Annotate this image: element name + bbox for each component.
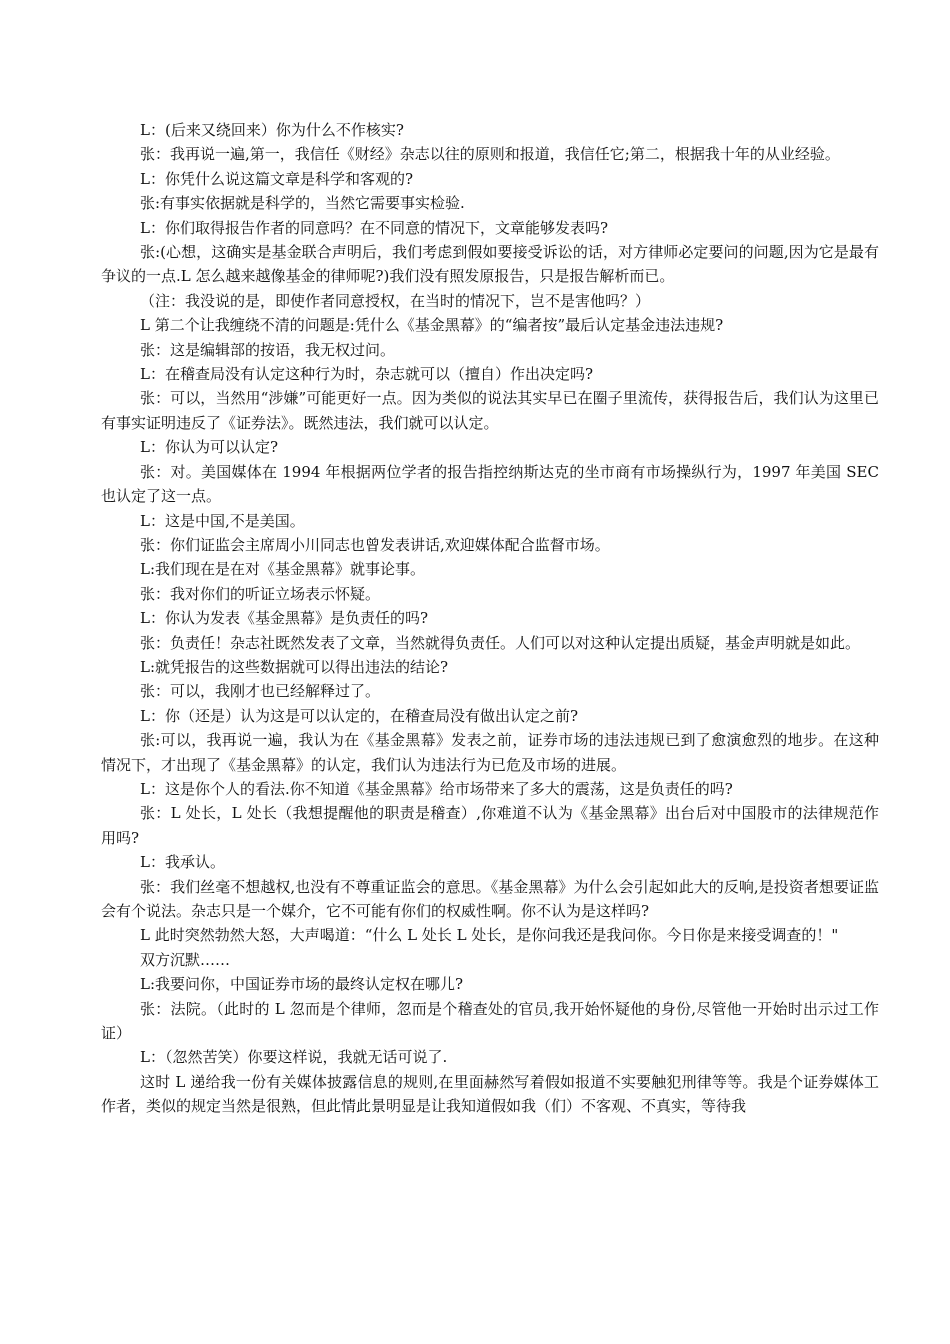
paragraph: L：你认为可以认定? bbox=[140, 438, 279, 457]
paragraph: L：（忽然苦笑）你要这样说，我就无话可说了. bbox=[140, 1048, 448, 1067]
paragraph: 张:有事实依据就是科学的，当然它需要事实检验. bbox=[140, 194, 465, 213]
paragraph: L：你认为发表《基金黑幕》是负责任的吗? bbox=[140, 609, 429, 628]
paragraph: L：你们取得报告作者的同意吗？在不同意的情况下，文章能够发表吗? bbox=[140, 218, 609, 237]
paragraph: 张：我对你们的听证立场表示怀疑。 bbox=[140, 584, 381, 603]
paragraph: L：在稽查局没有认定这种行为时，杂志就可以（擅自）作出决定吗? bbox=[140, 365, 594, 384]
paragraph: （注：我没说的是，即使作者同意授权，在当时的情况下，岂不是害他吗？） bbox=[140, 291, 651, 310]
paragraph: 双方沉默…… bbox=[140, 950, 231, 969]
paragraph: 这时 L 递给我一份有关媒体披露信息的规则,在里面赫然写着假如报道不实要触犯刑律等等。我是个证券媒体工作者，类似的规定当然是很熟，但此情此景明显是让我知道假如我（们）不客观、不真实，等待我 bbox=[101, 1072, 879, 1116]
paragraph: L:就凭报告的这些数据就可以得出违法的结论? bbox=[140, 657, 449, 676]
paragraph: 张：负责任！杂志社既然发表了文章，当然就得负责任。人们可以对这种认定提出质疑，基金声明就是如此。 bbox=[140, 633, 861, 652]
paragraph: L：你（还是）认为这是可以认定的，在稽查局没有做出认定之前? bbox=[140, 706, 579, 725]
paragraph: L：(后来又绕回来）你为什么不作核实? bbox=[140, 121, 404, 139]
paragraph: L：你凭什么说这篇文章是科学和客观的? bbox=[140, 169, 414, 188]
paragraph: L 第二个让我缠绕不清的问题是:凭什么《基金黑幕》的“编者按”最后认定基金违法违规? bbox=[140, 316, 724, 335]
paragraph: 张：可以，当然用“涉嫌”可能更好一点。因为类似的说法其实早已在圈子里流传，获得报告后，我们认为这里已有事实证明违反了《证券法》。既然违法，我们就可以认定。 bbox=[101, 389, 879, 432]
paragraph: L：我承认。 bbox=[140, 853, 225, 872]
paragraph: 张：你们证监会主席周小川同志也曾发表讲话,欢迎媒体配合监督市场。 bbox=[140, 535, 610, 554]
paragraph: L：这是你个人的看法.你不知道《基金黑幕》给市场带来了多大的震荡，这是负责任的吗? bbox=[140, 779, 733, 798]
paragraph: 张：我们丝毫不想越权,也没有不尊重证监会的意思。《基金黑幕》为什么会引起如此大的反响,是投资者想要证监会有个说法。杂志只是一个媒介，它不可能有你们的权威性啊。你不认为是这样吗? bbox=[101, 877, 879, 920]
paragraph: 张:可以，我再说一遍，我认为在《基金黑幕》发表之前，证券市场的违法违规已到了愈演愈烈的地步。在这种情况下，才出现了《基金黑幕》的认定，我们认为违法行为已危及市场的进展。 bbox=[101, 731, 879, 774]
paragraph: 张：L 处长，L 处长（我想提醒他的职责是稽查）,你难道不认为《基金黑幕》出台后对中国股市的法律规范作用吗? bbox=[101, 804, 879, 847]
paragraph: 张:(心想，这确实是基金联合声明后，我们考虑到假如要接受诉讼的话，对方律师必定要问的问题,因为它是最有争议的一点.L 怎么越来越像基金的律师呢?)我们没有照发原报告，只是报告解析而已。 bbox=[101, 243, 879, 286]
paragraph: L:我们现在是在对《基金黑幕》就事论事。 bbox=[140, 560, 426, 579]
paragraph: L 此时突然勃然大怒，大声喝道：“什么 L 处长 L 处长，是你问我还是我问你。今日你是来接受调查的！" bbox=[140, 926, 839, 945]
paragraph: 张：对。美国媒体在 1994 年根据两位学者的报告指控纳斯达克的坐市商有市场操纵行为，1997 年美国 SEC 也认定了这一点。 bbox=[101, 462, 879, 506]
paragraph: L:我要问你，中国证券市场的最终认定权在哪儿? bbox=[140, 975, 464, 994]
paragraph: 张：这是编辑部的按语，我无权过问。 bbox=[140, 340, 396, 359]
paragraph: 张：可以，我刚才也已经解释过了。 bbox=[140, 682, 381, 701]
paragraph: 张：法院。（此时的 L 忽而是个律师，忽而是个稽查处的官员,我开始怀疑他的身份,尽管他一开始时出示过工作证） bbox=[101, 999, 879, 1043]
paragraph: L：这是中国,不是美国。 bbox=[140, 511, 305, 530]
paragraph: 张：我再说一遍,第一，我信任《财经》杂志以往的原则和报道，我信任它;第二，根据我十年的从业经验。 bbox=[140, 145, 840, 164]
